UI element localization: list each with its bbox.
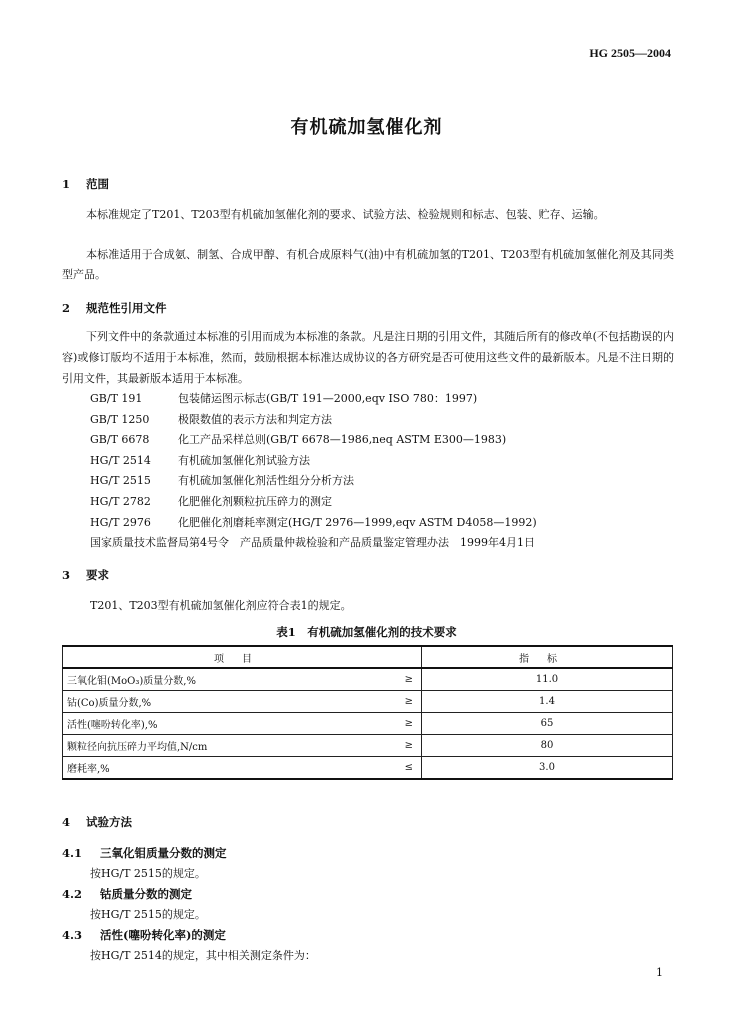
reference-code: GB/T 6678 <box>90 433 150 447</box>
section-3-heading <box>62 567 109 583</box>
reference-title: 极限数值的表示方法和判定方法 <box>178 412 332 426</box>
subsection-title: 活性(噻吩转化率)的测定 <box>100 928 226 942</box>
row-item: 颗粒径向抗压碎力平均值,N/cm <box>63 735 392 757</box>
section-3-intro: T201、T203型有机硫加氢催化剂应符合表1的规定。 <box>90 599 352 612</box>
reference-item <box>90 430 537 451</box>
table-1-caption: 表1 有机硫加氢催化剂的技术要求 <box>276 625 457 639</box>
reference-item <box>90 492 537 513</box>
reference-code: HG/T 2515 <box>90 474 151 488</box>
row-item: 钴(Co)质量分数,% <box>63 691 392 713</box>
section-title: 范围 <box>86 177 109 191</box>
document-code: HG 2505—2004 <box>589 46 671 60</box>
section-title: 规范性引用文件 <box>86 301 167 315</box>
reference-title: 有机硫加氢催化剂试验方法 <box>178 453 310 467</box>
reference-code: HG/T 2514 <box>90 453 151 467</box>
section-2-intro: 下列文件中的条款通过本标准的引用而成为本标准的条款。凡是注日期的引用文件，其随后所有的修改单(不包括勘误的内容)或修订版均不适用于本标准，然而，鼓励根据本标准达成协议的各方研究是否可使用这些文件的最新版本。凡是不注日期的引用文件，其最新版本适用于本标准。 <box>62 330 674 385</box>
row-value: 65 <box>422 713 673 735</box>
row-operator: ≥ <box>391 691 422 713</box>
reference-item <box>90 471 537 492</box>
reference-title: 包装储运图示标志(GB/T 191—2000,eqv ISO 780：1997) <box>178 392 478 405</box>
section-number: 4 <box>62 815 71 829</box>
section-number: 2 <box>62 301 71 315</box>
row-item: 磨耗率,% <box>63 757 392 780</box>
subsection-4-3-body: 按HG/T 2514的规定，其中相关测定条件为： <box>90 949 316 962</box>
normative-references-list <box>90 389 537 554</box>
row-value: 80 <box>422 735 673 757</box>
reference-item <box>90 513 537 534</box>
reference-title: 化工产品采样总则(GB/T 6678—1986,neq ASTM E300—1983) <box>178 433 507 447</box>
subsection-number: 4.3 <box>62 928 83 942</box>
page-number: 1 <box>656 966 663 979</box>
table-row <box>63 757 673 780</box>
reference-code: HG/T 2782 <box>90 494 151 508</box>
subsection-title: 三氧化钼质量分数的测定 <box>100 846 227 860</box>
subsection-number: 4.1 <box>62 846 83 860</box>
row-operator: ≤ <box>391 757 422 780</box>
section-1-heading <box>62 176 109 192</box>
reference-title: 化肥催化剂颗粒抗压碎力的测定 <box>178 494 332 508</box>
section-title: 试验方法 <box>86 815 132 829</box>
row-value: 11.0 <box>422 668 673 691</box>
row-value: 3.0 <box>422 757 673 780</box>
table-row <box>63 668 673 691</box>
reference-item <box>90 451 537 472</box>
subsection-4-1-heading <box>62 845 227 861</box>
subsection-number: 4.2 <box>62 887 83 901</box>
column-header-item: 项目 <box>63 646 422 668</box>
section-number: 1 <box>62 177 71 191</box>
subsection-4-2-heading <box>62 886 192 902</box>
reference-item <box>90 389 537 410</box>
table-row <box>63 713 673 735</box>
table-row <box>63 691 673 713</box>
section-title: 要求 <box>86 568 109 582</box>
table-header-row <box>63 646 673 668</box>
reference-item-regulation: 国家质量技术监督局第4号令 产品质量仲裁检验和产品质量鉴定管理办法 1999年4月1日 <box>90 536 535 550</box>
row-operator: ≥ <box>391 735 422 757</box>
reference-item <box>90 410 537 431</box>
column-header-value: 指标 <box>422 646 673 668</box>
reference-title: 化肥催化剂磨耗率测定(HG/T 2976—1999,eqv ASTM D4058—1992) <box>178 515 537 529</box>
section-1-paragraph-1: 本标准规定了T201、T203型有机硫加氢催化剂的要求、试验方法、检验规则和标志、包装、贮存、运输。 <box>86 208 605 221</box>
section-4-heading <box>62 814 132 830</box>
section-2-heading <box>62 300 167 316</box>
row-value: 1.4 <box>422 691 673 713</box>
technical-requirements-table <box>62 645 673 780</box>
row-operator: ≥ <box>391 668 422 691</box>
reference-code: HG/T 2976 <box>90 515 151 529</box>
row-operator: ≥ <box>391 713 422 735</box>
reference-code: GB/T 191 <box>90 392 143 405</box>
subsection-4-3-heading <box>62 927 226 943</box>
subsection-title: 钴质量分数的测定 <box>100 887 192 901</box>
reference-title: 有机硫加氢催化剂活性组分分析方法 <box>178 474 354 488</box>
section-number: 3 <box>62 568 71 582</box>
table-row <box>63 735 673 757</box>
document-title: 有机硫加氢催化剂 <box>290 117 443 138</box>
subsection-4-1-body: 按HG/T 2515的规定。 <box>90 867 206 880</box>
subsection-4-2-body: 按HG/T 2515的规定。 <box>90 908 206 921</box>
reference-code: GB/T 1250 <box>90 412 150 426</box>
row-item: 三氧化钼(MoO₃)质量分数,% <box>63 668 392 691</box>
section-1-paragraph-2: 本标准适用于合成氨、制氢、合成甲醇、有机合成原料气(油)中有机硫加氢的T201、T203型有机硫加氢催化剂及其同类型产品。 <box>62 248 674 281</box>
row-item: 活性(噻吩转化率),% <box>63 713 392 735</box>
